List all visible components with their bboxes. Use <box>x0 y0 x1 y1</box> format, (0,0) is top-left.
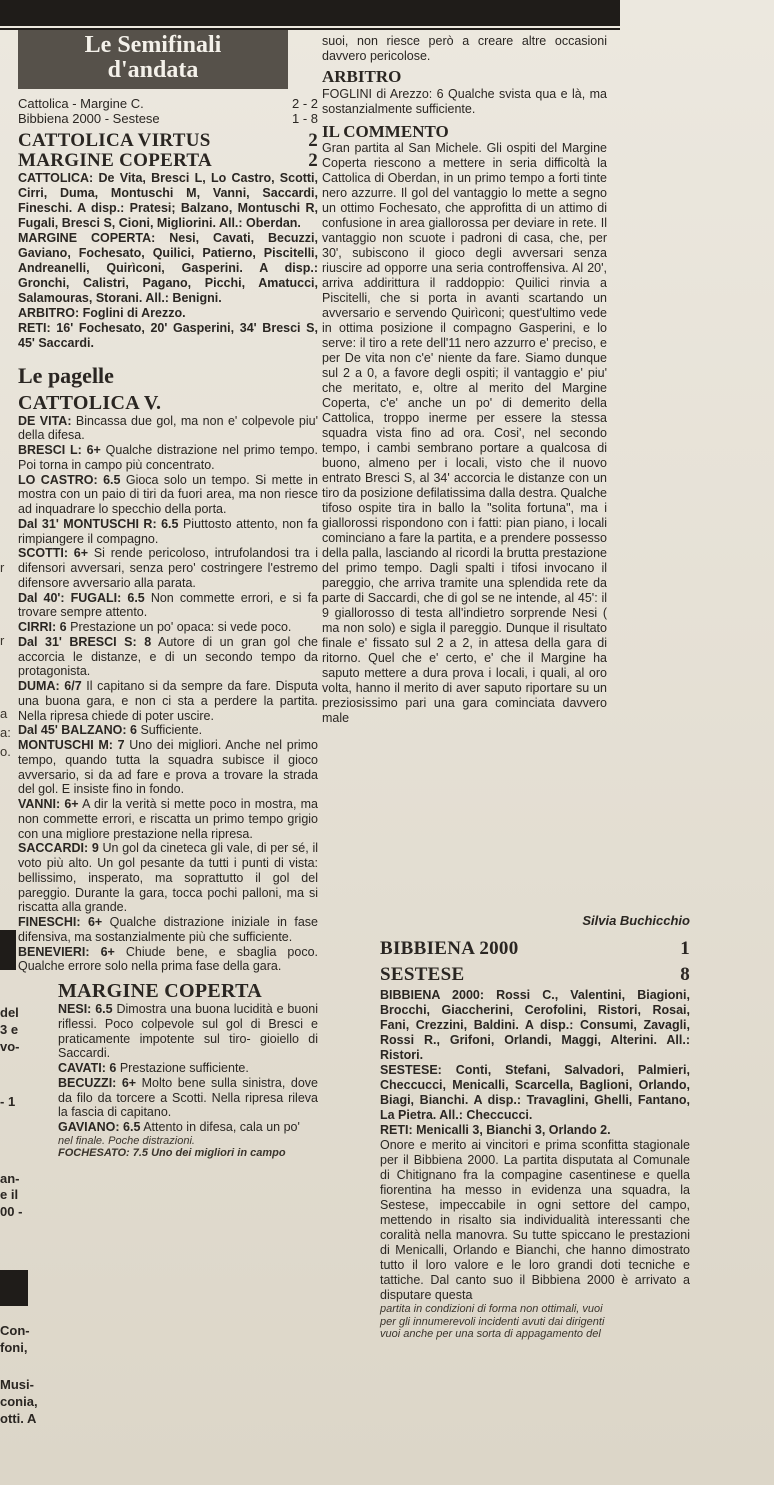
team-name: BIBBIENA 2000 <box>380 937 519 959</box>
goals-line: RETI: Menicalli 3, Bianchi 3, Orlando 2. <box>380 1123 611 1138</box>
section-banner <box>18 30 288 89</box>
results-list <box>18 97 318 127</box>
rating-item: BENEVIERI: 6+ Chiude bene, e sbaglia poco. Qualche errore solo nella prima fase della gara. <box>18 944 318 974</box>
rating-item: VANNI: 6+ A dir la verità si mette poco in mostra, ma non commette errori, e riscatta un primo tempo grigio con una migliore prestazione nella ripresa. <box>18 797 318 841</box>
edge-fragment: Con- <box>0 1323 30 1339</box>
team-line <box>380 939 690 959</box>
rating-item: Dal 31' MONTUSCHI R: 6.5 Piuttosto attento, non fa rimpiangere il compagno. <box>18 516 318 546</box>
team-name: SESTESE <box>380 963 465 985</box>
edge-fragment: r <box>0 560 5 575</box>
left-edge-fragments-a <box>0 560 20 816</box>
team2-ratings-title: MARGINE COPERTA <box>58 980 262 1003</box>
team-goals: 2 <box>308 150 318 172</box>
cut-line: per gli innumerevoli incidenti avuti dai dirigenti <box>380 1315 605 1328</box>
edge-fragment: e il <box>0 1187 19 1203</box>
cut-line: FOCHESATO: 7.5 Uno dei migliori in campo <box>58 1146 286 1159</box>
rating-item: LO CASTRO: 6.5 Gioca solo un tempo. Si mette in mostra con un paio di tiri da fuori area, ma non riesce ad inquadrare lo specchio della porta. <box>18 472 318 517</box>
result-match: Cattolica - Margine C. <box>18 96 144 112</box>
continuation-text: suoi, non riesce però a creare altre occasioni davvero pericolose. <box>322 34 607 63</box>
rating-item: BRESCI L: 6+ Qualche distrazione nel primo tempo. Poi torna in campo più concentrato. <box>18 443 318 472</box>
result-score: 2 - 2 <box>291 96 318 112</box>
edge-fragment: Musi- <box>0 1377 34 1393</box>
edge-fragment: conia, <box>0 1393 38 1409</box>
referee-text: FOGLINI di Arezzo: 6 Qualche svista qua e là, ma sostanzialmente sufficiente. <box>322 86 607 116</box>
cut-line: vuoi anche per una sorta di appagamento del <box>380 1327 601 1340</box>
team-line <box>18 131 318 151</box>
edge-fragment: foni, <box>0 1340 28 1356</box>
rating-item: FINESCHI: 6+ Qualche distrazione iniziale in fase difensiva, ma sostanzialmente più che sufficiente. <box>18 915 318 944</box>
team1-ratings-title: CATTOLICA V. <box>18 391 162 414</box>
signature: Silvia Buchicchio <box>582 913 690 928</box>
edge-fragment: o. <box>0 743 11 759</box>
edge-fragment: a <box>0 705 8 721</box>
lineup-away: SESTESE: Conti, Stefani, Salvadori, Palmieri, Checcucci, Menicalli, Scarcella, Baglioni, Orlando, Biagi, Bianchi. A disp.: Travaglini, Ghelli, Fantano, La Pietra. All.: Checcucci. <box>380 1063 690 1123</box>
ratings-title: Le pagelle <box>18 363 114 389</box>
column-left <box>18 30 318 1159</box>
team-goals: 8 <box>680 963 690 985</box>
result-row <box>18 112 318 127</box>
edge-fragment: an- <box>0 1170 20 1186</box>
lineup-away: MARGINE COPERTA: Nesi, Cavati, Becuzzi, Gaviano, Fochesato, Quilici, Patierno, Piscitelli, Andreanelli, Quirìconi, Gasperini. A disp.: Gronchi, Calistri, Pagano, Picchi, Amatucci, Salamouras, Storani. All.: Benigni. <box>18 231 318 306</box>
rating-item: CAVATI: 6 Prestazione sufficiente. <box>58 1061 249 1076</box>
rating-item: CIRRI: 6 Prestazione un po' opaca: si vede poco. <box>18 620 292 635</box>
rating-item: Dal 31' BRESCI S: 8 Autore di un gran gol che accorcia le distanze, e di un secondo tempo da protagonista. <box>18 634 318 679</box>
referee-title: ARBITRO <box>322 67 402 86</box>
edge-fragment: del <box>0 1005 19 1020</box>
rating-item: DUMA: 6/7 Il capitano si da sempre da fare. Disputa una buona gara, e non ci sta a perdere la partita. Nella ripresa chiede di poter uscire. <box>18 679 318 723</box>
black-block <box>0 930 16 970</box>
rating-item: MONTUSCHI M: 7 Uno dei migliori. Anche nel primo tempo, quando tutta la squadra subisce il gioco avversario, si da ad fare e prova a trovare la strada del gol. E insiste fino in fondo. <box>18 738 318 797</box>
comment-title: IL COMMENTO <box>322 121 449 141</box>
rating-item: BECUZZI: 6+ Molto bene sulla sinistra, dove da filo da torcere a Scotti. Nella ripresa rileva la fascia di capitano. <box>58 1075 318 1120</box>
team-line <box>380 965 690 985</box>
lineup-home: BIBBIENA 2000: Rossi C., Valentini, Biagioni, Brocchi, Giaccherini, Cerofolini, Ristori, Rosai, Fani, Crezzini, Baldini. A disp.: Consumi, Zavagli, Rossi R., Grifoni, Orlandi, Maggi, Alterini. All.: Ristori. <box>380 988 690 1063</box>
team1-ratings <box>18 414 318 975</box>
team2-ratings <box>18 1002 318 1159</box>
team-name: MARGINE COPERTA <box>18 150 213 172</box>
match2-heading <box>380 939 690 985</box>
banner-line-1: Le Semifinali <box>84 32 222 58</box>
result-score: 1 - 8 <box>291 111 318 127</box>
result-match: Bibbiena 2000 - Sestese <box>18 111 160 127</box>
edge-fragment: - 1 <box>0 1093 16 1109</box>
rating-item: GAVIANO: 6.5 Attento in difesa, cala un po' <box>58 1120 300 1135</box>
column-right <box>322 34 607 726</box>
rating-item: Dal 45' BALZANO: 6 Sufficiente. <box>18 723 203 738</box>
edge-fragment: 00 - <box>0 1204 23 1220</box>
cut-line: partita in condizioni di forma non ottimali, vuoi <box>380 1303 603 1316</box>
top-rule <box>0 0 620 26</box>
edge-fragment: a: <box>0 724 11 740</box>
team-goals: 2 <box>308 130 318 152</box>
result-row <box>18 97 318 112</box>
edge-fragment: vo- <box>0 1038 20 1054</box>
team-name: CATTOLICA VIRTUS <box>18 130 211 152</box>
edge-fragment: 3 e <box>0 1021 19 1037</box>
team-line <box>18 151 318 171</box>
lineup-home: CATTOLICA: De Vita, Bresci L, Lo Castro, Scotti, Cirri, Duma, Montuschi M, Vanni, Saccardi, Fineschi. A disp.: Pratesi; Balzano, Montuschi R, Fugali, Bresci S, Cioni, Migliorini. All.: Oberdan. <box>18 171 318 231</box>
edge-fragment: r <box>0 632 5 648</box>
banner-line-2: d'andata <box>107 57 199 84</box>
rating-item: NESI: 6.5 Dimostra una buona lucidità e buoni riflessi. Poco colpevole sul gol di Bresci e praticamente impotente sul tiro- gioiello di Saccardi. <box>58 1002 318 1061</box>
match-report: Onore e merito ai vincitori e prima sconfitta stagionale per il Bibbiena 2000. La partita disputata al Comunale di Chitignano fra la compagine casentinese e quella fiorentina ha messo in evidenza una squadra, la Sestese, impeccabile in ogni settore del campo, mettendo in risalto sia individualità interessanti che coralità nella manovra. Su tutte spiccano le prestazioni di Menicalli, Orlando e Bianchi, che hanno dimostrato tutto il loro valore e le loro grandi doti tecniche e tattiche. Dal canto suo il Bibbiena 2000 è arrivato a disputare questa <box>380 1138 690 1303</box>
column-lower-right <box>380 905 690 1340</box>
edge-fragment: otti. A <box>0 1410 37 1426</box>
referee-line: ARBITRO: Foglini di Arezzo. <box>18 306 186 321</box>
rating-item: Dal 40': FUGALI: 6.5 Non commette errori, e si fa trovare sempre attento. <box>18 590 318 620</box>
cut-line: nel finale. Poche distrazioni. <box>58 1134 195 1147</box>
team-goals: 1 <box>680 937 690 959</box>
rating-item: DE VITA: Bincassa due gol, ma non e' colpevole piu' della difesa. <box>18 413 319 443</box>
match1-heading <box>18 131 318 171</box>
rating-item: SACCARDI: 9 Un gol da cineteca gli vale, di per sé, il voto più alto. Un gol pesante da tutti i punti di vista: bellissimo, insperato, ma soprattutto il gol del pareggio. Durante la gara, tocca pochi palloni, ma si riscatta alla grande. <box>18 841 319 915</box>
comment-text: Gran partita al San Michele. Gli ospiti del Margine Coperta riescono a mettere in seria difficoltà la Cattolica di Oberdan, in un primo tempo a forti tinte nero azzurre. Il gol del vantaggio lo mette a segno un ottimo Fochesato, che approfitta di un attimo di confusione in area giallorossa per deviare in rete. Il vantaggio non scuote i padroni di casa, che, per 30', subiscono il gioco degli avversari senza riuscire ad opporre una seria controffensiva. Al 20', arriva addirittura il raddoppio: Quilici rinvia a Piscitelli, che si porta in avanti scartando un avversario e servendo Quirìconi; quest'ultimo vede in ottima posizione il compagno Gasperini, e lo serve: il tiro a rete dell'11 nero azzurro e' preciso, e per De vita non c'e' niente da fare. Siamo dunque sul 2 a 0, a favore degli ospiti; il vantaggio e' piu' che meritato, e, oltre al merito del Margine Coperta, c'e' anche un po' di demerito della Cattolica, troppo inerme per essere la stessa squadra vista fino ad ora. Cosi', nel secondo tempo, i cambi sembrano portare a qualcosa di buono, almeno per i locali, visto che il nuovo entrato Bresci S, al 34' accorcia le distanze con un tiro da posizione defilatissima dalla destra. Qualche tifoso ospite tira in ballo la "solita fortuna", ma i giallorossi rispondono con i fatti: pian piano, i locali cominciano a fare la partita, e a prendere possesso della palla, lasciando al ricordi la brutta prestazione del primo tempo. Dagli spalti i tifosi invocano il pareggio, che arriva tramite una splendida rete da parte di Saccardi, che di gol se ne intende, al 45': il 9 giallorosso di testa all'indietro sorprende Nesi ( ma non solo) e sigla il pareggio. Dunque il risultato finale e' fissato sul 2 a 2, in attesa della gara di ritorno. Quel che e' certo, e' che il Margine ha saputo mettere a dura prova i locali, i quali, al oro volta, hanno il merito di aver saputo riportare su un preziosissimo pari una gara cominciata davvero male <box>322 141 607 726</box>
goals-line: RETI: 16' Fochesato, 20' Gasperini, 34' Bresci S, 45' Saccardi. <box>18 321 318 351</box>
rating-item: SCOTTI: 6+ Si rende pericoloso, intrufolandosi tra i difensori avversari, senza pero' costringere l'estremo difensore avversario alla parata. <box>18 546 318 590</box>
